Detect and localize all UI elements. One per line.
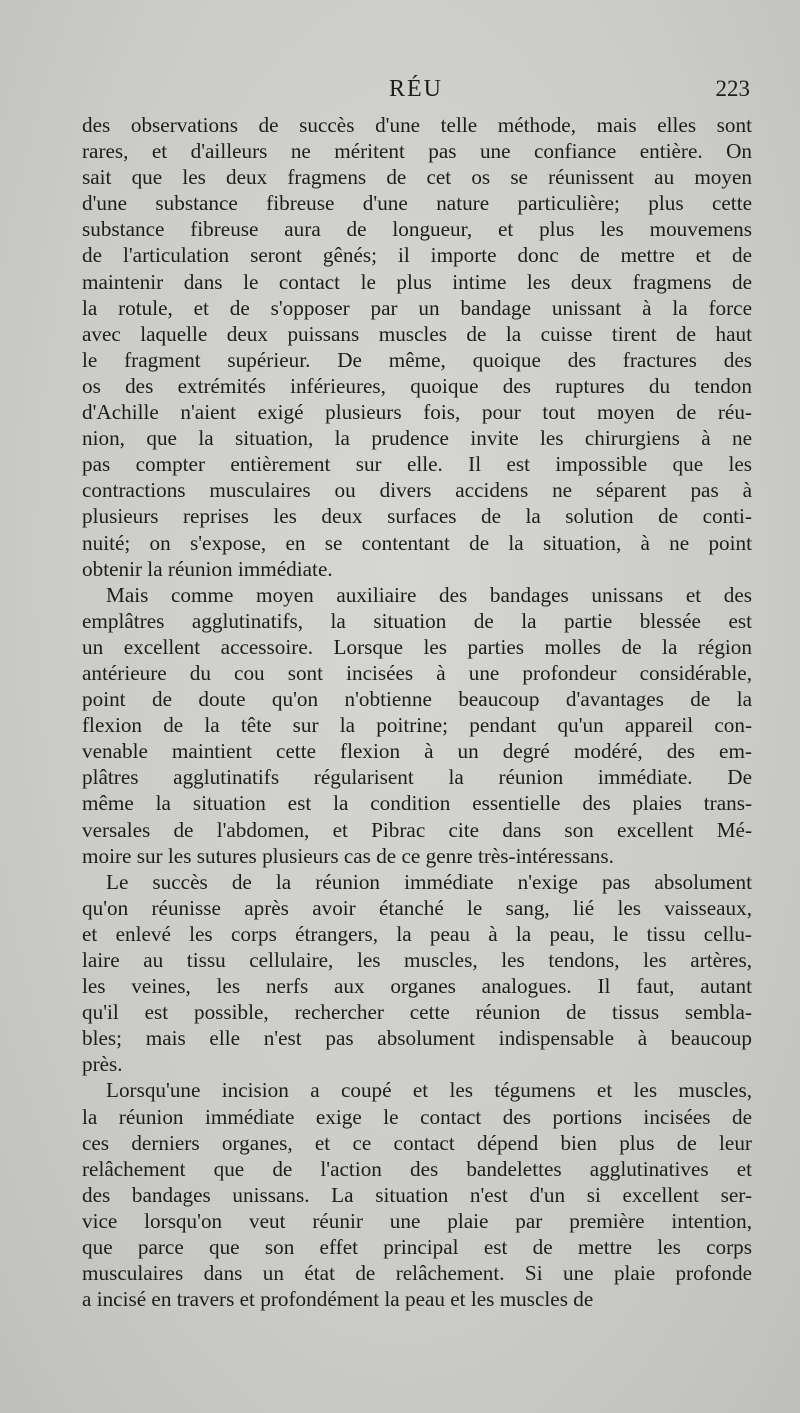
text-line: rares, et d'ailleurs ne méritent pas une confiance entière. On bbox=[82, 139, 752, 164]
paragraph bbox=[82, 1077, 752, 1312]
text-line: point de doute qu'on n'obtienne beaucoup d'avantages de la bbox=[82, 687, 752, 712]
text-line: nion, que la situation, la prudence invite les chirurgiens à ne bbox=[82, 426, 752, 451]
text-line: contractions musculaires ou divers accidens ne séparent pas à bbox=[82, 478, 752, 503]
text-line: même la situation est la condition essentielle des plaies trans- bbox=[82, 791, 752, 816]
text-line: pas compter entièrement sur elle. Il est impossible que les bbox=[82, 452, 752, 477]
text-line: qu'on réunisse après avoir étanché le sang, lié les vaisseaux, bbox=[82, 895, 752, 920]
body-text bbox=[82, 112, 752, 1312]
text-line: venable maintient cette flexion à un degré modéré, des em- bbox=[82, 739, 752, 764]
page-number: 223 bbox=[715, 76, 750, 101]
text-line: laire au tissu cellulaire, les muscles, les tendons, les artères, bbox=[82, 948, 752, 972]
text-line: des observations de succès d'une telle méthode, mais elles sont bbox=[82, 113, 752, 137]
text-line: flexion de la tête sur la poitrine; pendant qu'un appareil con- bbox=[82, 713, 752, 738]
paragraph bbox=[82, 112, 752, 582]
paragraph bbox=[82, 869, 752, 1078]
text-line: obtenir la réunion immédiate. bbox=[82, 556, 333, 581]
text-line: avec laquelle deux puissans muscles de la cuisse tirent de haut bbox=[82, 321, 752, 346]
text-line: les veines, les nerfs aux organes analogues. Il faut, autant bbox=[82, 974, 752, 999]
text-line: la rotule, et de s'opposer par un bandage unissant à la force bbox=[82, 295, 752, 320]
text-line: substance fibreuse aura de longueur, et plus les mouvemens bbox=[82, 217, 752, 242]
text-line: plusieurs reprises les deux surfaces de la solution de conti- bbox=[82, 504, 752, 529]
text-line: os des extrémités inférieures, quoique des ruptures du tendon bbox=[82, 373, 752, 398]
text-line: nuité; on s'expose, en se contentant de la situation, à ne point bbox=[82, 530, 752, 555]
text-line: relâchement que de l'action des bandelettes agglutinatives et bbox=[82, 1156, 752, 1181]
text-line: bles; mais elle n'est pas absolument indispensable à beaucoup bbox=[82, 1026, 752, 1051]
text-line: sait que les deux fragmens de cet os se réunissent au moyen bbox=[82, 165, 752, 190]
text-line: de l'articulation seront gênés; il importe donc de mettre et de bbox=[82, 243, 752, 268]
text-line: antérieure du cou sont incisées à une profondeur considérable, bbox=[82, 660, 752, 685]
text-line: qu'il est possible, rechercher cette réunion de tissus sembla- bbox=[82, 1000, 752, 1025]
text-line: plâtres agglutinatifs régularisent la réunion immédiate. De bbox=[82, 765, 752, 790]
text-line: et enlevé les corps étrangers, la peau à la peau, le tissu cellu- bbox=[82, 921, 752, 946]
text-line: a incisé en travers et profondément la peau et les muscles de bbox=[82, 1287, 594, 1312]
text-line: que parce que son effet principal est de mettre les corps bbox=[82, 1235, 752, 1260]
paragraph bbox=[82, 582, 752, 869]
text-line: vice lorsqu'on veut réunir une plaie par première intention, bbox=[82, 1208, 752, 1233]
text-line: d'une substance fibreuse d'une nature particulière; plus cette bbox=[82, 191, 752, 216]
text-line: un excellent accessoire. Lorsque les parties molles de la région bbox=[82, 634, 752, 659]
text-line: d'Achille n'aient exigé plusieurs fois, pour tout moyen de réu- bbox=[82, 400, 752, 425]
text-line: moire sur les sutures plusieurs cas de ce genre très-intéressans. bbox=[82, 843, 614, 868]
text-line: la réunion immédiate exige le contact des portions incisées de bbox=[82, 1104, 752, 1129]
text-line: près. bbox=[82, 1052, 123, 1077]
text-line: le fragment supérieur. De même, quoique des fractures des bbox=[82, 347, 752, 372]
text-line: Le succès de la réunion immédiate n'exige pas absolument bbox=[106, 869, 752, 894]
text-line: versales de l'abdomen, et Pibrac cite dans son excellent Mé- bbox=[82, 817, 752, 842]
page-header bbox=[82, 76, 750, 108]
text-line: des bandages unissans. La situation n'est d'un si excellent ser- bbox=[82, 1182, 752, 1207]
text-line: ces derniers organes, et ce contact dépend bien plus de leur bbox=[82, 1130, 752, 1155]
text-line: musculaires dans un état de relâchement. Si une plaie profonde bbox=[82, 1261, 752, 1286]
text-line: maintenir dans le contact le plus intime les deux fragmens de bbox=[82, 269, 752, 294]
text-line: Lorsqu'une incision a coupé et les tégumens et les muscles, bbox=[106, 1078, 752, 1103]
text-line: Mais comme moyen auxiliaire des bandages unissans et des bbox=[106, 582, 752, 607]
text-line: emplâtres agglutinatifs, la situation de la partie blessée est bbox=[82, 608, 752, 633]
running-head: RÉU bbox=[389, 76, 443, 102]
